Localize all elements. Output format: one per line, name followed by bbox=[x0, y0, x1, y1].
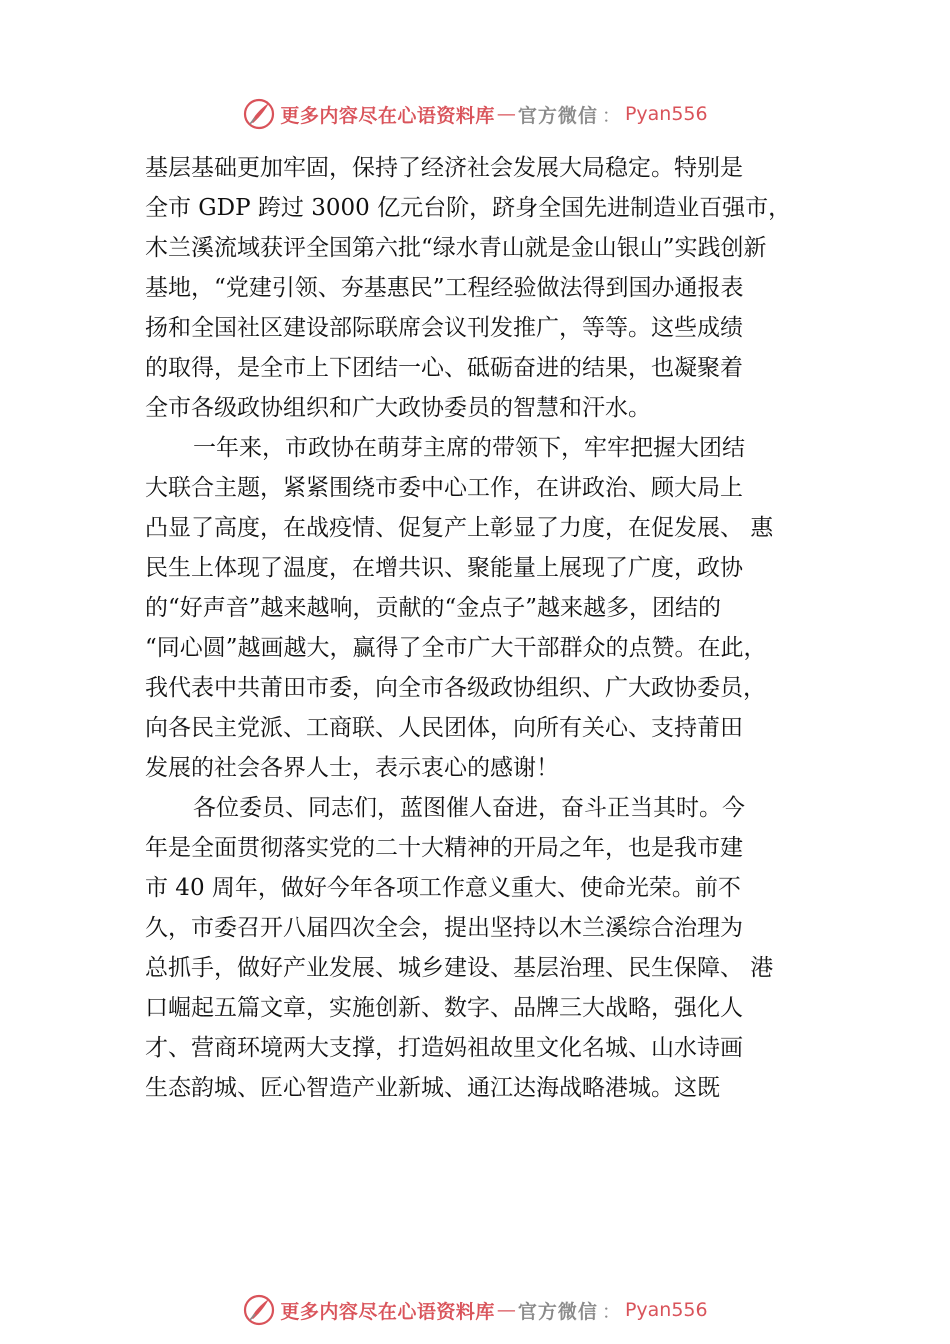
paragraph-2-line: 凸显了高度，在战疫情、促复产上彰显了力度，在促发展、 惠 bbox=[145, 515, 774, 541]
paragraph-1-line: 全市 GDP 跨过 3000 亿元台阶，跻身全国先进制造业百强市， bbox=[145, 195, 792, 221]
paragraph-1-line: 的取得，是全市上下团结一心、砥砺奋进的结果，也凝聚着 bbox=[145, 355, 743, 381]
paragraph-3-line: 市 40 周年，做好今年各项工作意义重大、使命光荣。前不 bbox=[145, 875, 741, 901]
paragraph-1-line: 全市各级政协组织和广大政协委员的智慧和汗水。 bbox=[145, 395, 651, 421]
footer-brand: 更多内容尽在心语资料库 bbox=[280, 1300, 495, 1323]
quill-logo-icon bbox=[242, 1293, 276, 1327]
paragraph-1-line: 扬和全国社区建设部际联席会议刊发推广，等等。这些成绩 bbox=[145, 315, 743, 341]
paragraph-2-line: 我代表中共莆田市委，向全市各级政协组织、广大政协委员， bbox=[145, 675, 766, 701]
header-colon: ： bbox=[601, 104, 621, 127]
quill-logo-icon bbox=[242, 97, 276, 131]
paragraph-2-line: 大联合主题，紧紧围绕市委中心工作，在讲政治、顾大局上 bbox=[145, 475, 743, 501]
paragraph-3-line: 总抓手，做好产业发展、城乡建设、基层治理、民生保障、 港 bbox=[145, 955, 774, 981]
paragraph-2-line: 向各民主党派、工商联、人民团体，向所有关心、支持莆田 bbox=[145, 715, 743, 741]
footer-wechat-label: 官方微信 bbox=[517, 1300, 598, 1323]
header-brand: 更多内容尽在心语资料库 bbox=[280, 104, 495, 127]
footer-colon: ： bbox=[601, 1300, 621, 1323]
footer-separator: — bbox=[496, 1299, 516, 1321]
footer-banner bbox=[0, 1292, 950, 1328]
paragraph-1-line: 木兰溪流域获评全国第六批“绿水青山就是金山银山”实践创新 bbox=[145, 235, 767, 261]
paragraph-1-line: 基地，“党建引领、夯基惠民”工程经验做法得到国办通报表 bbox=[145, 275, 744, 301]
header-wechat-label: 官方微信 bbox=[517, 104, 598, 127]
paragraph-3-line: 才、营商环境两大支撑，打造妈祖故里文化名城、山水诗画 bbox=[145, 1035, 743, 1061]
paragraph-3-line: 久，市委召开八届四次全会，提出坚持以木兰溪综合治理为 bbox=[145, 915, 743, 941]
footer-wechat-id: Pyan556 bbox=[624, 1299, 708, 1321]
paragraph-1-line: 基层基础更加牢固，保持了经济社会发展大局稳定。特别是 bbox=[145, 155, 743, 181]
paragraph-3-line: 生态韵城、匠心智造产业新城、通江达海战略港城。这既 bbox=[145, 1075, 720, 1101]
paragraph-3-line: 年是全面贯彻落实党的二十大精神的开局之年，也是我市建 bbox=[145, 835, 743, 861]
paragraph-2-line: 一年来，市政协在萌芽主席的带领下，牢牢把握大团结 bbox=[193, 435, 745, 461]
paragraph-3-line: 各位委员、同志们，蓝图催人奋进，奋斗正当其时。今 bbox=[193, 795, 745, 821]
paragraph-2-line: 的“好声音”越来越响，贡献的“金点子”越来越多，团结的 bbox=[145, 595, 722, 621]
header-wechat-id: Pyan556 bbox=[624, 103, 708, 125]
paragraph-2-line: 发展的社会各界人士，表示衷心的感谢！ bbox=[145, 755, 559, 781]
document-body bbox=[145, 148, 825, 1108]
paragraph-2-line: 民生上体现了温度，在增共识、聚能量上展现了广度，政协 bbox=[145, 555, 743, 581]
header-separator: — bbox=[496, 103, 516, 125]
paragraph-2-line: “同心圆”越画越大，赢得了全市广大干部群众的点赞。在此， bbox=[145, 635, 767, 661]
header-banner bbox=[0, 96, 950, 132]
paragraph-3-line: 口崛起五篇文章，实施创新、数字、品牌三大战略，强化人 bbox=[145, 995, 743, 1021]
